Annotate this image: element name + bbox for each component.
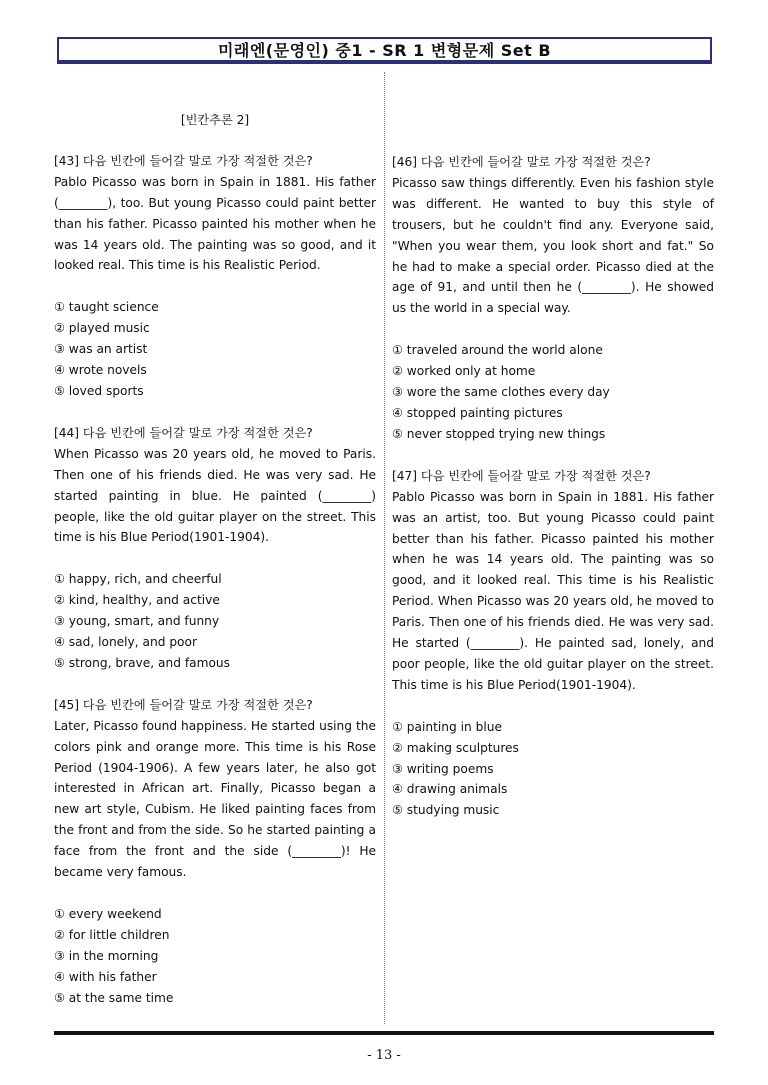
footer-rule	[54, 1031, 714, 1035]
answer-options	[54, 904, 376, 1009]
question-header: [46] 다음 빈칸에 들어갈 말로 가장 적절한 것은?	[392, 155, 651, 169]
option-2: ② kind, healthy, and active	[54, 593, 220, 608]
question-header: [45] 다음 빈칸에 들어갈 말로 가장 적절한 것은?	[54, 697, 313, 712]
section-label: [빈칸추론 2]	[180, 113, 250, 127]
option-3: ③ young, smart, and funny	[54, 614, 220, 629]
option-4: ④ stopped painting pictures	[392, 405, 563, 420]
option-3: ③ in the morning	[54, 948, 159, 963]
option-5: ⑤ loved sports	[54, 383, 144, 398]
option-1: ① painting in blue	[392, 719, 502, 734]
option-5: ⑤ strong, brave, and famous	[54, 655, 230, 670]
question-passage: Pablo Picasso was born in Spain in 1881. His father was an artist, too. But young Picasso could paint better than his father. Picasso painted his mother when he was 14 years old. The painting was so good, and it looked real. This time is his Realistic Period. When Picasso was 20 years old, he moved to Paris. Then one of his friends died. He was very sad. He started (________). He painted sad, lonely, and poor people, like the old guitar player on the street. This time is his Blue Period(1901-1904).	[392, 489, 714, 692]
option-5: ⑤ never stopped trying new things	[392, 426, 606, 441]
option-4: ④ sad, lonely, and poor	[54, 635, 197, 650]
option-3: ③ wore the same clothes every day	[392, 385, 610, 400]
answer-options	[392, 340, 714, 445]
question-passage: Picasso saw things differently. Even his fashion style was different. He wanted to buy this style of trousers, but he couldn't find any. Everyone said, "When you wear them, you look short and fat." So he had to make a special order. Picasso died at the age of 91, and until then he (________). He showed us the world in a special way.	[392, 175, 714, 316]
answer-options	[392, 717, 714, 822]
option-1: ① taught science	[54, 300, 159, 315]
question-header: [44] 다음 빈칸에 들어갈 말로 가장 적절한 것은?	[54, 425, 313, 440]
question-46	[392, 152, 714, 445]
option-3: ③ writing poems	[392, 761, 494, 776]
left-column	[54, 110, 376, 1009]
option-4: ④ drawing animals	[392, 782, 508, 797]
question-43	[54, 151, 376, 402]
question-47	[392, 466, 714, 822]
question-44	[54, 423, 376, 674]
answer-options	[54, 569, 376, 674]
option-4: ④ with his father	[54, 969, 157, 984]
question-45	[54, 695, 376, 1009]
question-passage: Pablo Picasso was born in Spain in 1881. His father (________), too. But young Picasso could paint better than his father. Picasso painted his mother when he was 14 years old. The painting was so good, and it looked real. This time is his Realistic Period.	[54, 174, 376, 273]
answer-options	[54, 297, 376, 402]
question-header: [47] 다음 빈칸에 들어갈 말로 가장 적절한 것은?	[392, 468, 651, 483]
right-column	[392, 152, 714, 821]
page-title: 미래엔(문영인) 중1 - SR 1 변형문제 Set B	[57, 37, 712, 64]
option-2: ② for little children	[54, 927, 170, 942]
option-1: ① traveled around the world alone	[392, 343, 603, 358]
option-2: ② making sculptures	[392, 740, 519, 755]
page-number: - 13 -	[367, 1048, 401, 1063]
question-passage: Later, Picasso found happiness. He started using the colors pink and orange more. This time is his Rose Period (1904-1906). A few years later, he also got interested in African art. Finally, Picasso began a new art style, Cubism. He liked painting faces from the front and from the side. So he started painting a face from the front and the side (________)! He became very famous.	[54, 718, 376, 880]
column-divider	[384, 72, 385, 1024]
option-5: ⑤ at the same time	[54, 990, 174, 1005]
option-4: ④ wrote novels	[54, 363, 147, 378]
option-2: ② worked only at home	[392, 364, 536, 379]
question-passage: When Picasso was 20 years old, he moved to Paris. Then one of his friends died. He was very sad. He started painting in blue. He painted (________) people, like the old guitar player on the street. This time is his Blue Period(1901-1904).	[54, 446, 376, 545]
question-header: [43] 다음 빈칸에 들어갈 말로 가장 적절한 것은?	[54, 153, 313, 168]
option-1: ① happy, rich, and cheerful	[54, 572, 222, 587]
option-5: ⑤ studying music	[392, 803, 500, 818]
option-1: ① every weekend	[54, 907, 162, 921]
option-3: ③ was an artist	[54, 342, 148, 357]
option-2: ② played music	[54, 321, 150, 336]
